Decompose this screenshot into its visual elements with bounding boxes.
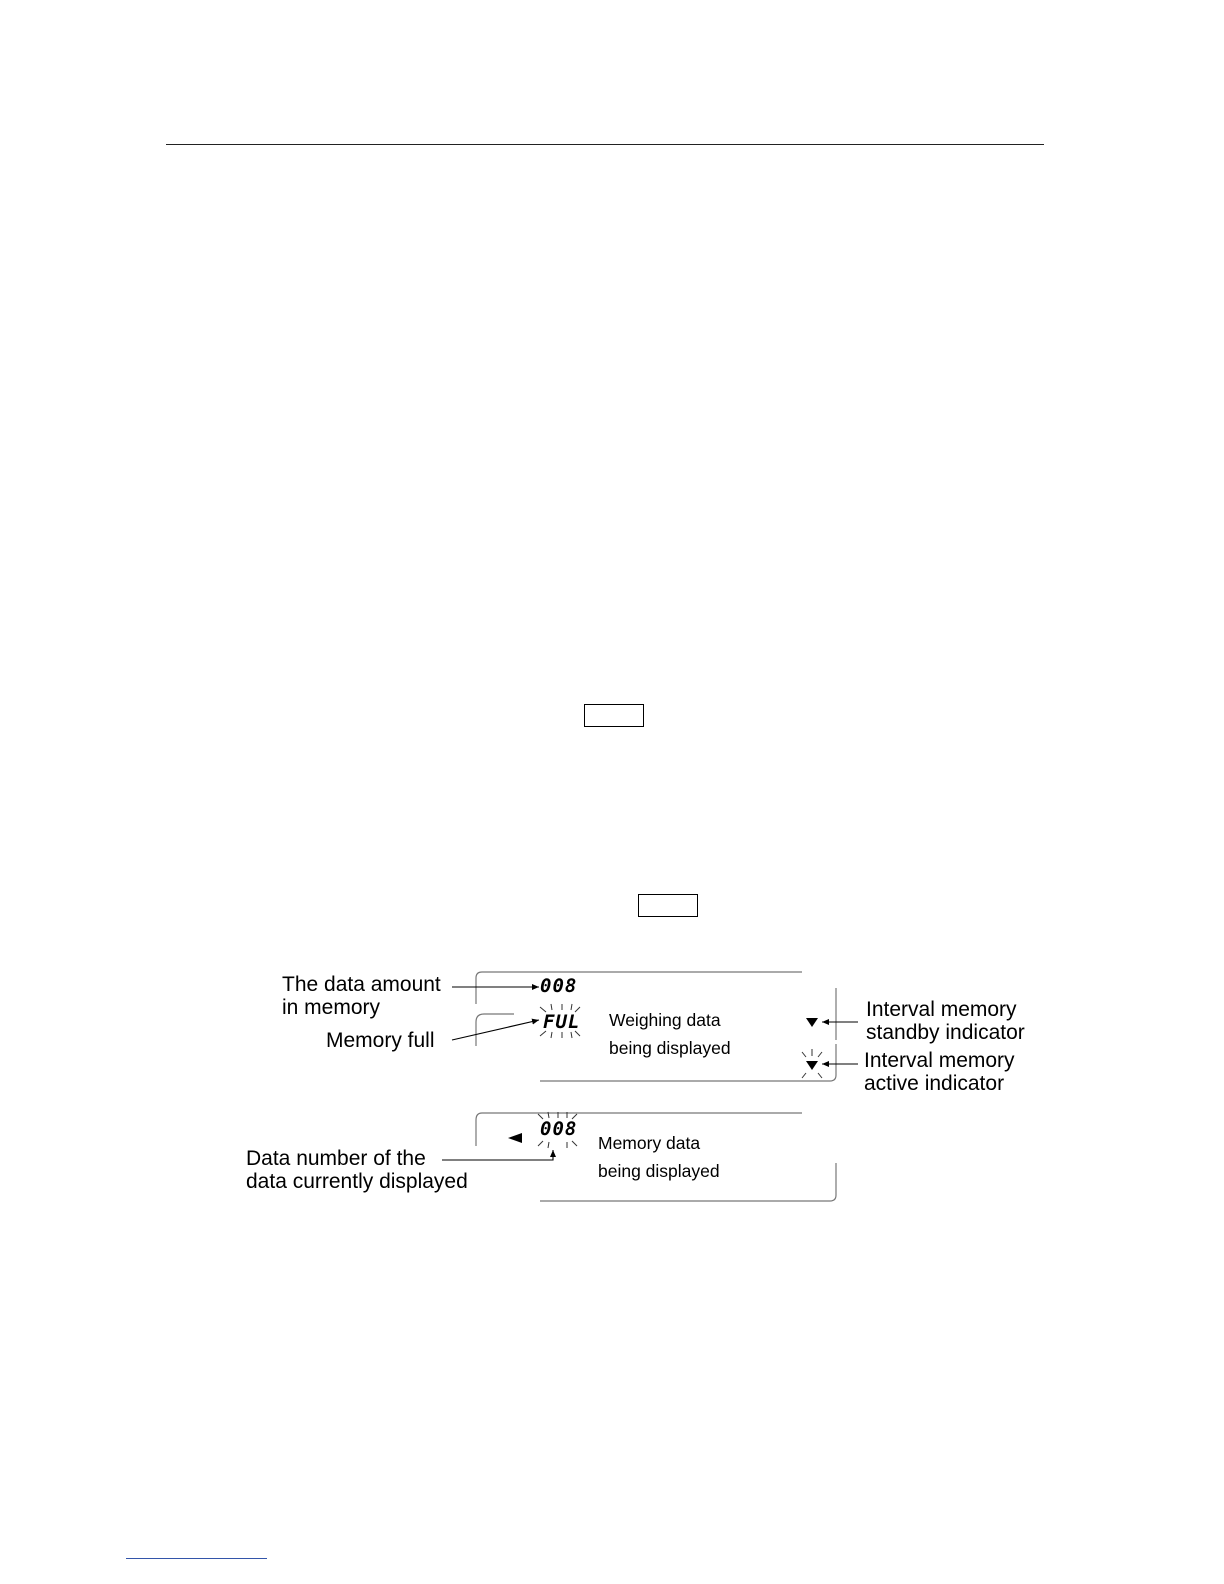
active-triangle-icon: [802, 1049, 822, 1078]
data-amount-label-line1: The data amount: [282, 973, 441, 996]
memory-count-readout: 008: [540, 975, 578, 997]
data-number-leader: [442, 1150, 553, 1160]
memory-full-leader: [452, 1020, 539, 1040]
memory-mode-pointer-icon: [508, 1133, 522, 1143]
memory-caption-line2: being displayed: [598, 1161, 720, 1181]
standby-indicator-label-line2: standby indicator: [866, 1021, 1025, 1044]
weighing-caption-line2: being displayed: [609, 1038, 731, 1058]
footer-link-underline[interactable]: [126, 1558, 267, 1559]
active-indicator-label-line1: Interval memory: [864, 1049, 1015, 1072]
data-number-label-line2: data currently displayed: [246, 1170, 468, 1193]
standby-triangle-icon: [806, 1018, 818, 1027]
data-number-label-line1: Data number of the: [246, 1147, 426, 1170]
memory-full-label: Memory full: [326, 1029, 435, 1052]
memory-caption-line1: Memory data: [598, 1133, 701, 1153]
standby-indicator-label-line1: Interval memory: [866, 998, 1017, 1021]
data-amount-label-line2: in memory: [282, 996, 381, 1019]
weighing-caption-line1: Weighing data: [609, 1010, 721, 1030]
data-number-readout: 008: [540, 1118, 578, 1140]
memory-full-readout: FUL: [543, 1011, 581, 1033]
active-indicator-label-line2: active indicator: [864, 1072, 1005, 1095]
